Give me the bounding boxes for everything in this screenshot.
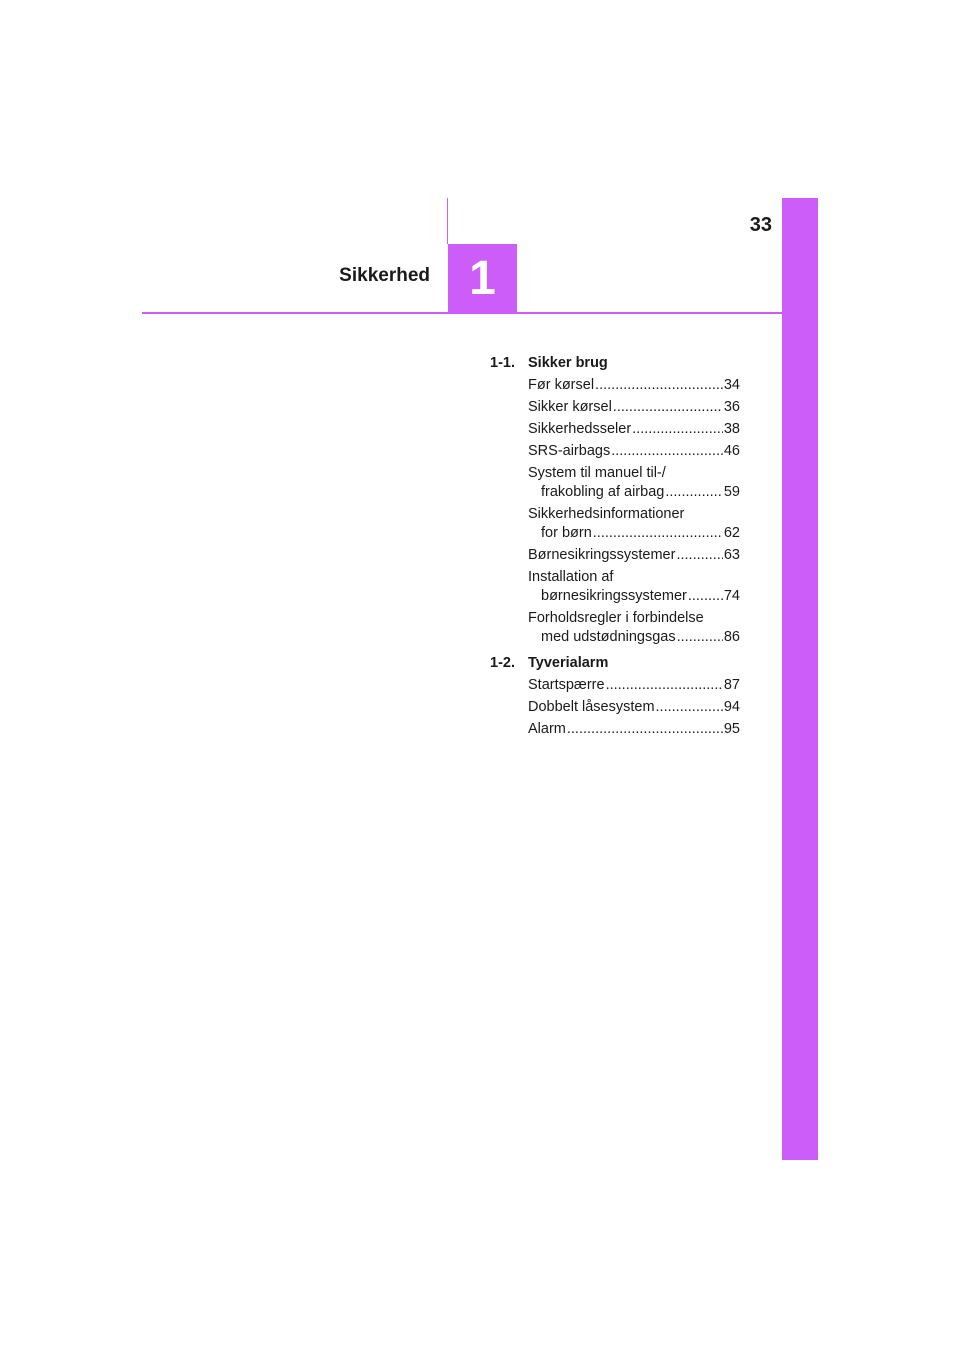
toc-entry[interactable]: [528, 442, 740, 461]
toc-entry-text: Alarm: [528, 721, 566, 737]
toc-entry-line: [528, 587, 740, 606]
toc-entry-text: Sikkerhedsseler: [528, 421, 632, 437]
toc-entry-text: Før kørsel: [528, 377, 595, 393]
dot-leader: [611, 442, 723, 461]
toc-entry[interactable]: [528, 505, 740, 543]
dot-leader: [665, 483, 723, 502]
toc-entry-line: [528, 524, 740, 543]
toc-entry-text: Installation af: [528, 569, 614, 585]
toc-entry[interactable]: [528, 376, 740, 395]
toc-section: [490, 654, 740, 739]
toc-entry-text: frakobling af airbag: [541, 484, 665, 500]
toc-page-number: 63: [723, 547, 740, 563]
toc-entry-text: Dobbelt låsesystem: [528, 699, 655, 715]
toc-page-number: 94: [723, 699, 740, 715]
dot-leader: [676, 546, 722, 565]
dot-leader: [613, 398, 723, 417]
toc-entry-line: [528, 505, 740, 524]
section-title: Tyverialarm: [528, 655, 609, 671]
toc-entry-text: Sikker kørsel: [528, 399, 612, 415]
table-of-contents: [490, 354, 740, 746]
page-number: 33: [749, 214, 772, 236]
toc-entry-line: [528, 442, 740, 461]
chapter-number-box: [448, 244, 517, 313]
dot-leader: [656, 698, 723, 717]
chapter-title: Sikkerhed: [339, 265, 430, 286]
dot-leader: [593, 524, 723, 543]
toc-entry[interactable]: [528, 676, 740, 695]
section-number: 1-2.: [490, 655, 515, 671]
toc-page-number: 86: [723, 629, 740, 645]
toc-entry[interactable]: [528, 464, 740, 502]
toc-entry-line: [528, 698, 740, 717]
toc-entry-line: [528, 568, 740, 587]
toc-entry-text: Startspærre: [528, 677, 605, 693]
chapter-number: 1: [469, 252, 496, 305]
toc-entry-text: med udstødningsgas: [541, 629, 676, 645]
toc-page-number: 46: [723, 443, 740, 459]
toc-entry[interactable]: [528, 609, 740, 647]
toc-page-number: 38: [723, 421, 740, 437]
dot-leader: [595, 376, 723, 395]
toc-entry-text: Sikkerhedsinformationer: [528, 506, 685, 522]
toc-page-number: 62: [723, 525, 740, 541]
toc-entry-text: Børnesikringssystemer: [528, 547, 676, 563]
toc-entry-line: [528, 628, 740, 647]
toc-entry-line: [528, 483, 740, 502]
header-vertical-rule: [447, 198, 448, 244]
chapter-tab-band: [782, 198, 818, 1160]
toc-page-number: 95: [723, 721, 740, 737]
toc-entry-line: [528, 720, 740, 739]
toc-entry-line: [528, 420, 740, 439]
section-number: 1-1.: [490, 355, 515, 371]
toc-entry[interactable]: [528, 546, 740, 565]
toc-page-number: 74: [723, 588, 740, 604]
toc-entry[interactable]: [528, 568, 740, 606]
toc-entry[interactable]: [528, 398, 740, 417]
toc-entry-line: [528, 676, 740, 695]
toc-entry-line: [528, 546, 740, 565]
toc-entry[interactable]: [528, 720, 740, 739]
toc-entry-text: Forholdsregler i forbindelse: [528, 610, 704, 626]
toc-page-number: 59: [723, 484, 740, 500]
dot-leader: [688, 587, 723, 606]
dot-leader: [632, 420, 723, 439]
toc-entry[interactable]: [528, 420, 740, 439]
toc-entry[interactable]: [528, 698, 740, 717]
toc-entry-text: System til manuel til-/: [528, 465, 666, 481]
toc-entry-line: [528, 398, 740, 417]
dot-leader: [567, 720, 723, 739]
dot-leader: [677, 628, 723, 647]
toc-entry-text: SRS-airbags: [528, 443, 611, 459]
section-title: Sikker brug: [528, 355, 608, 371]
dot-leader: [606, 676, 723, 695]
toc-entry-line: [528, 376, 740, 395]
toc-page-number: 34: [723, 377, 740, 393]
toc-page-number: 87: [723, 677, 740, 693]
toc-section-heading: [490, 354, 740, 373]
toc-page-number: 36: [723, 399, 740, 415]
toc-entry-line: [528, 609, 740, 628]
header-rule: [142, 312, 782, 314]
toc-section-heading: [490, 654, 740, 673]
toc-entry-text: for børn: [541, 525, 592, 541]
toc-entry-line: [528, 464, 740, 483]
toc-entry-text: børnesikringssystemer: [541, 588, 687, 604]
toc-section: [490, 354, 740, 647]
